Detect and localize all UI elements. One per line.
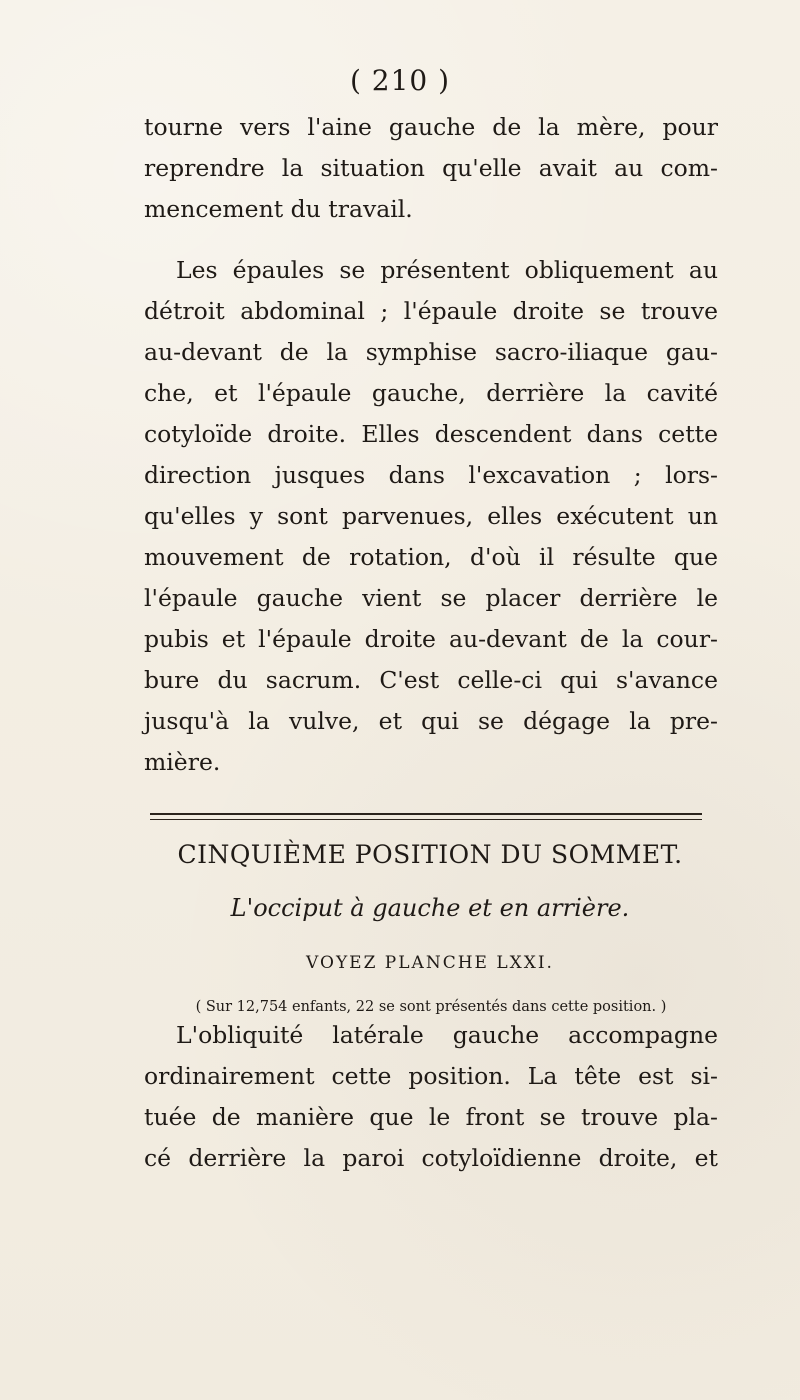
text-line: tourne vers l'aine gauche de la mère, pour xyxy=(144,113,718,141)
text-line: L'obliquité latérale gauche accompagne xyxy=(176,1021,718,1049)
text-line: jusqu'à la vulve, et qui se dégage la pre- xyxy=(144,707,718,735)
text-line: mouvement de rotation, d'où il résulte que xyxy=(144,543,718,571)
paragraph-1 xyxy=(144,107,718,230)
plate-reference: VOYEZ PLANCHE LXXI. xyxy=(306,953,554,973)
text-line: Les épaules se présentent obliquement au xyxy=(176,256,718,284)
section-subtitle: L'occiput à gauche et en arrière. xyxy=(230,894,630,922)
text-line: cé derrière la paroi cotyloïdienne droite, et xyxy=(144,1144,718,1172)
text-line: mencement du travail. xyxy=(144,195,413,223)
text-line: cotyloïde droite. Elles descendent dans cette xyxy=(144,420,718,448)
section-title: CINQUIÈME POSITION DU SOMMET. xyxy=(177,840,683,869)
text-line: tuée de manière que le front se trouve pla- xyxy=(144,1103,718,1131)
text-line: bure du sacrum. C'est celle-ci qui s'avance xyxy=(144,666,718,694)
text-line: ordinairement cette position. La tête est si- xyxy=(144,1062,718,1090)
page-number: ( 210 ) xyxy=(349,64,451,97)
text-line: pubis et l'épaule droite au-devant de la cour- xyxy=(144,625,718,653)
text-line: mière. xyxy=(144,748,221,776)
text-line: au-devant de la symphise sacro-iliaque gau- xyxy=(144,338,718,366)
text-line: direction jusques dans l'excavation ; lors- xyxy=(144,461,718,489)
text-line: che, et l'épaule gauche, derrière la cavité xyxy=(144,379,718,407)
statistics-note: ( Sur 12,754 enfants, 22 se sont présentés dans cette position. ) xyxy=(195,999,667,1015)
section-divider xyxy=(150,813,702,820)
text-line: qu'elles y sont parvenues, elles exécutent un xyxy=(144,502,718,530)
paragraph-2 xyxy=(144,250,718,783)
text-line: reprendre la situation qu'elle avait au com- xyxy=(144,154,718,182)
paragraph-3 xyxy=(144,1015,718,1179)
text-line: détroit abdominal ; l'épaule droite se trouve xyxy=(144,297,718,325)
text-line: l'épaule gauche vient se placer derrière le xyxy=(144,584,718,612)
